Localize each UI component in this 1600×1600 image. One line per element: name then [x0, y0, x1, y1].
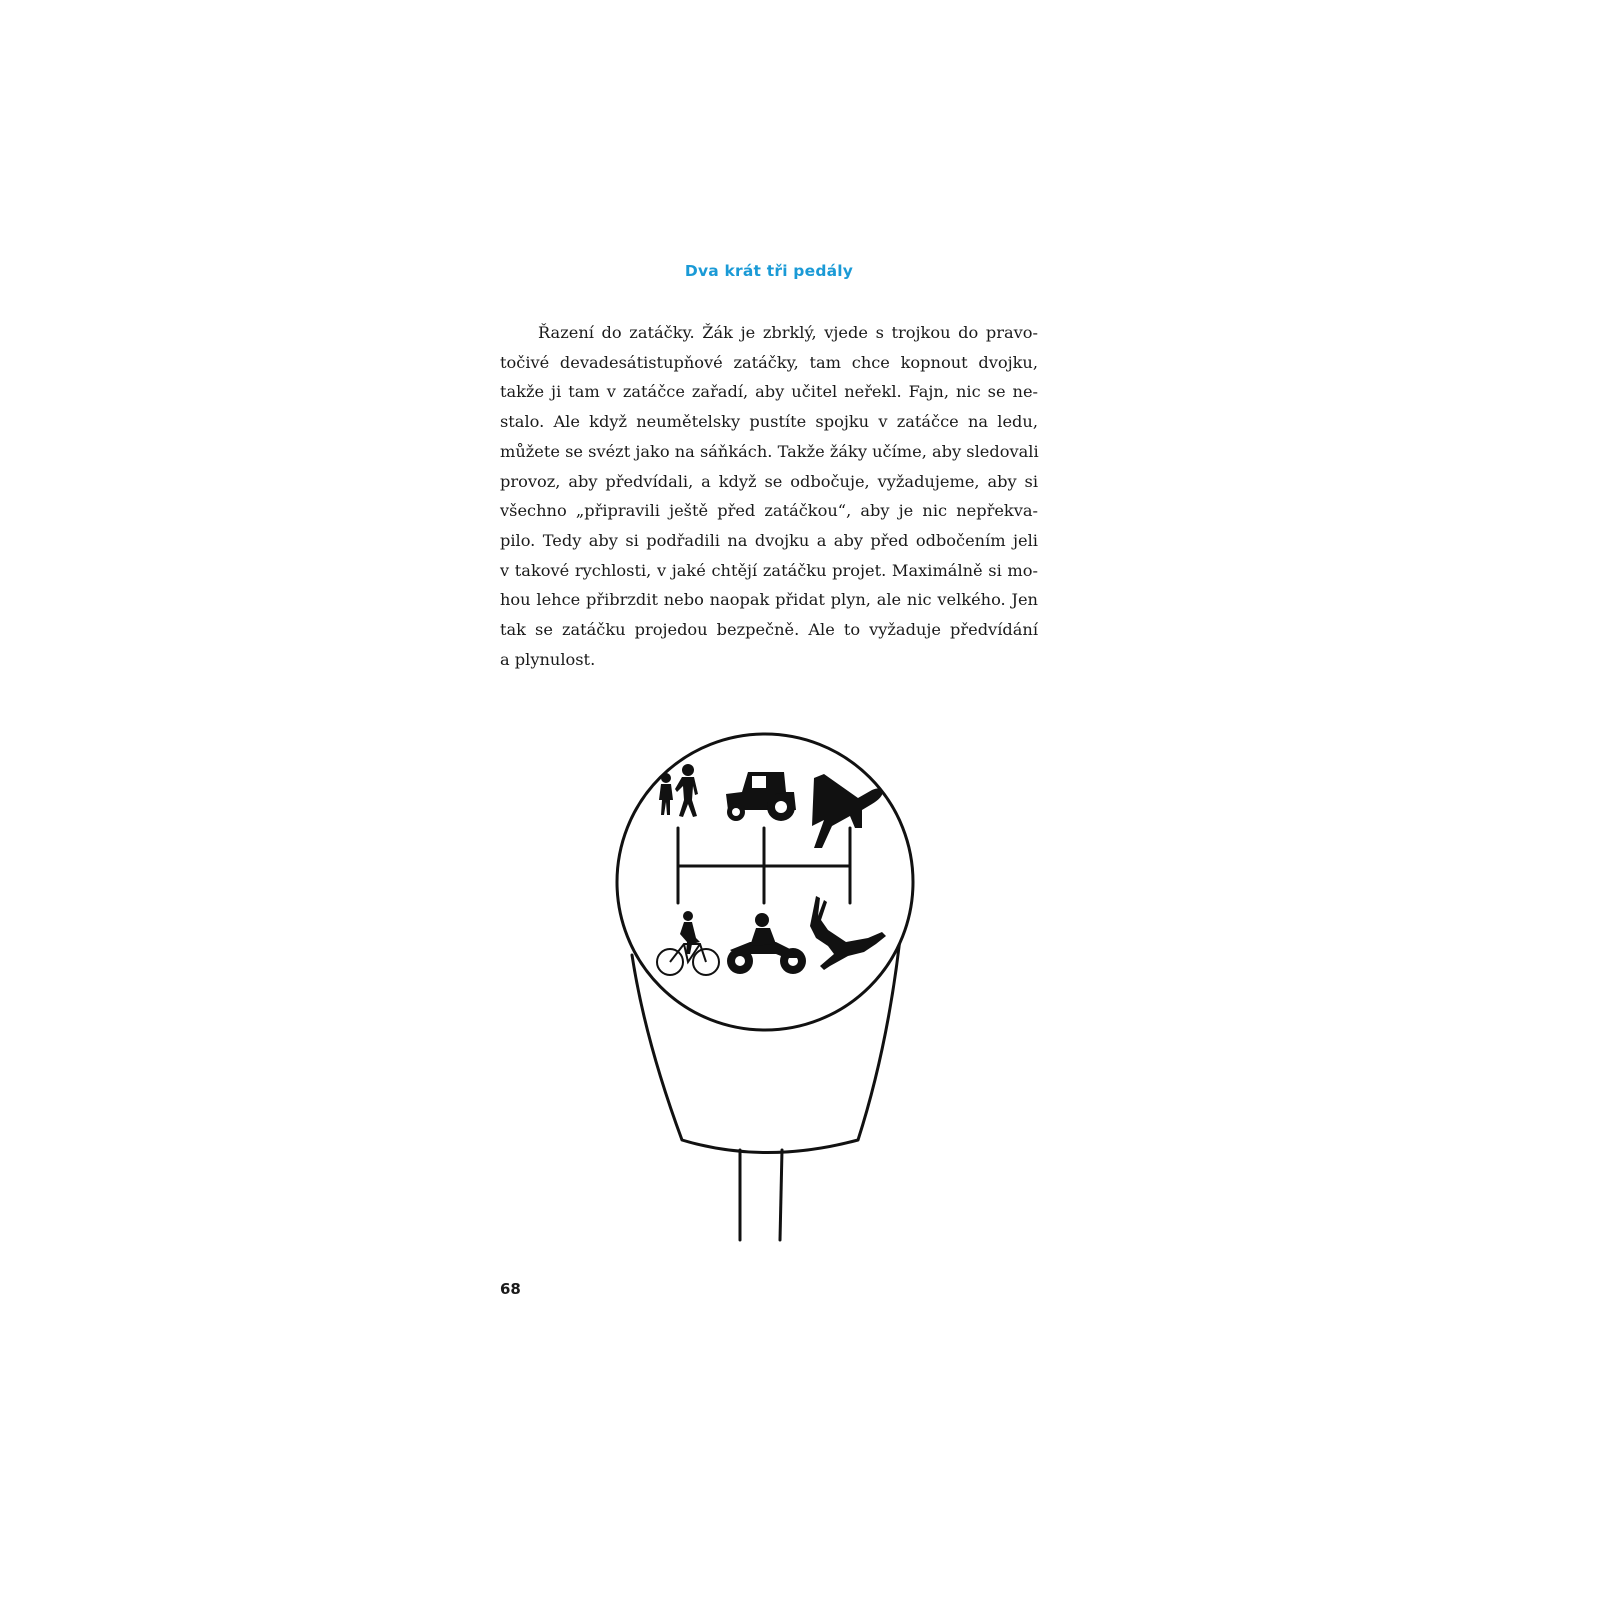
gear-shaft-right: [780, 1150, 782, 1240]
paragraph-line: tak se zatáčku projedou bezpečně. Ale to vyžaduje předvídání: [500, 620, 1038, 640]
gear-knob-illustration: [600, 720, 930, 1250]
running-header: Dva krát tři pedály: [684, 262, 854, 280]
paragraph-line: a plynulost.: [500, 649, 596, 669]
paragraph-line: stalo. Ale když neumětelsky pustíte spojku v zatáčce na ledu,: [500, 412, 1038, 432]
body-paragraph: [500, 318, 1038, 674]
page-number: 68: [500, 1280, 521, 1298]
paragraph-line: všechno „připravili ještě před zatáčkou“, aby je nic nepřekva-: [500, 501, 1038, 521]
paragraph-line: Řazení do zatáčky. Žák je zbrklý, vjede s trojkou do pravo-: [538, 323, 1038, 342]
paragraph-line: točivé devadesátistupňové zatáčky, tam chce kopnout dvojku,: [500, 352, 1038, 372]
paragraph-line: hou lehce přibrzdit nebo naopak přidat plyn, ale nic velkého. Jen: [500, 590, 1038, 610]
paragraph-line: v takové rychlosti, v jaké chtějí zatáčku projet. Maximálně si mo-: [500, 560, 1038, 580]
paragraph-line: pilo. Tedy aby si podřadili na dvojku a aby před odbočením jeli: [500, 530, 1038, 550]
paragraph-line: můžete se svézt jako na sáňkách. Takže žáky učíme, aby sledovali: [500, 441, 1039, 461]
paragraph-line: provoz, aby předvídali, a když se odbočuje, vyžadujeme, aby si: [500, 471, 1038, 491]
paragraph-line: takže ji tam v zatáčce zařadí, aby učitel neřekl. Fajn, nic se ne-: [500, 382, 1038, 402]
